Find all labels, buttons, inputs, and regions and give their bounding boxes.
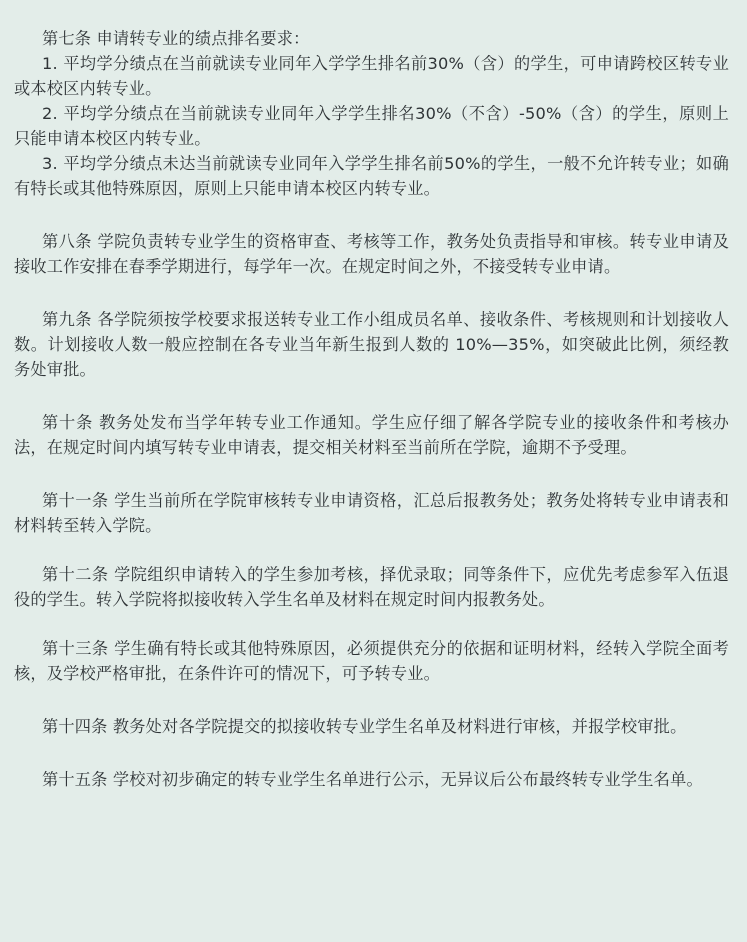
article-9: 第九条 各学院须按学校要求报送转专业工作小组成员名单、接收条件、考核规则和计划接收人数。计划接收人数一般应控制在各专业当年新生报到人数的 10%—35%，如突破此比例，须经教务处审批。 <box>14 310 729 379</box>
article-8: 第八条 学院负责转专业学生的资格审查、考核等工作，教务处负责指导和审核。转专业申请及接收工作安排在春季学期进行，每学年一次。在规定时间之外，不接受转专业申请。 <box>14 232 729 276</box>
article-11: 第十一条 学生当前所在学院审核转专业申请资格，汇总后报教务处；教务处将转专业申请表和材料转至转入学院。 <box>14 491 729 535</box>
article-14: 第十四条 教务处对各学院提交的拟接收转专业学生名单及材料进行审核，并报学校审批。 <box>42 717 687 736</box>
article-7-item-3: 3. 平均学分绩点未达当前就读专业同年入学学生排名前50%的学生，一般不允许转专业；如确有特长或其他特殊原因，原则上只能申请本校区内转专业。 <box>14 154 729 198</box>
article-10: 第十条 教务处发布当学年转专业工作通知。学生应仔细了解各学院专业的接收条件和考核办法，在规定时间内填写转专业申请表，提交相关材料至当前所在学院，逾期不予受理。 <box>14 413 729 457</box>
article-7-heading: 第七条 申请转专业的绩点排名要求： <box>42 29 310 48</box>
article-12: 第十二条 学院组织申请转入的学生参加考核，择优录取；同等条件下，应优先考虑参军入伍退役的学生。转入学院将拟接收转入学生名单及材料在规定时间内报教务处。 <box>14 565 729 609</box>
article-13: 第十三条 学生确有特长或其他特殊原因，必须提供充分的依据和证明材料，经转入学院全面考核，及学校严格审批，在条件许可的情况下，可予转专业。 <box>14 639 729 683</box>
article-7-item-1: 1. 平均学分绩点在当前就读专业同年入学学生排名前30%（含）的学生，可申请跨校区转专业或本校区内转专业。 <box>14 54 729 98</box>
article-7-item-2: 2. 平均学分绩点在当前就读专业同年入学学生排名30%（不含）-50%（含）的学生，原则上只能申请本校区内转专业。 <box>14 104 729 148</box>
article-15: 第十五条 学校对初步确定的转专业学生名单进行公示，无异议后公布最终转专业学生名单。 <box>42 770 703 789</box>
